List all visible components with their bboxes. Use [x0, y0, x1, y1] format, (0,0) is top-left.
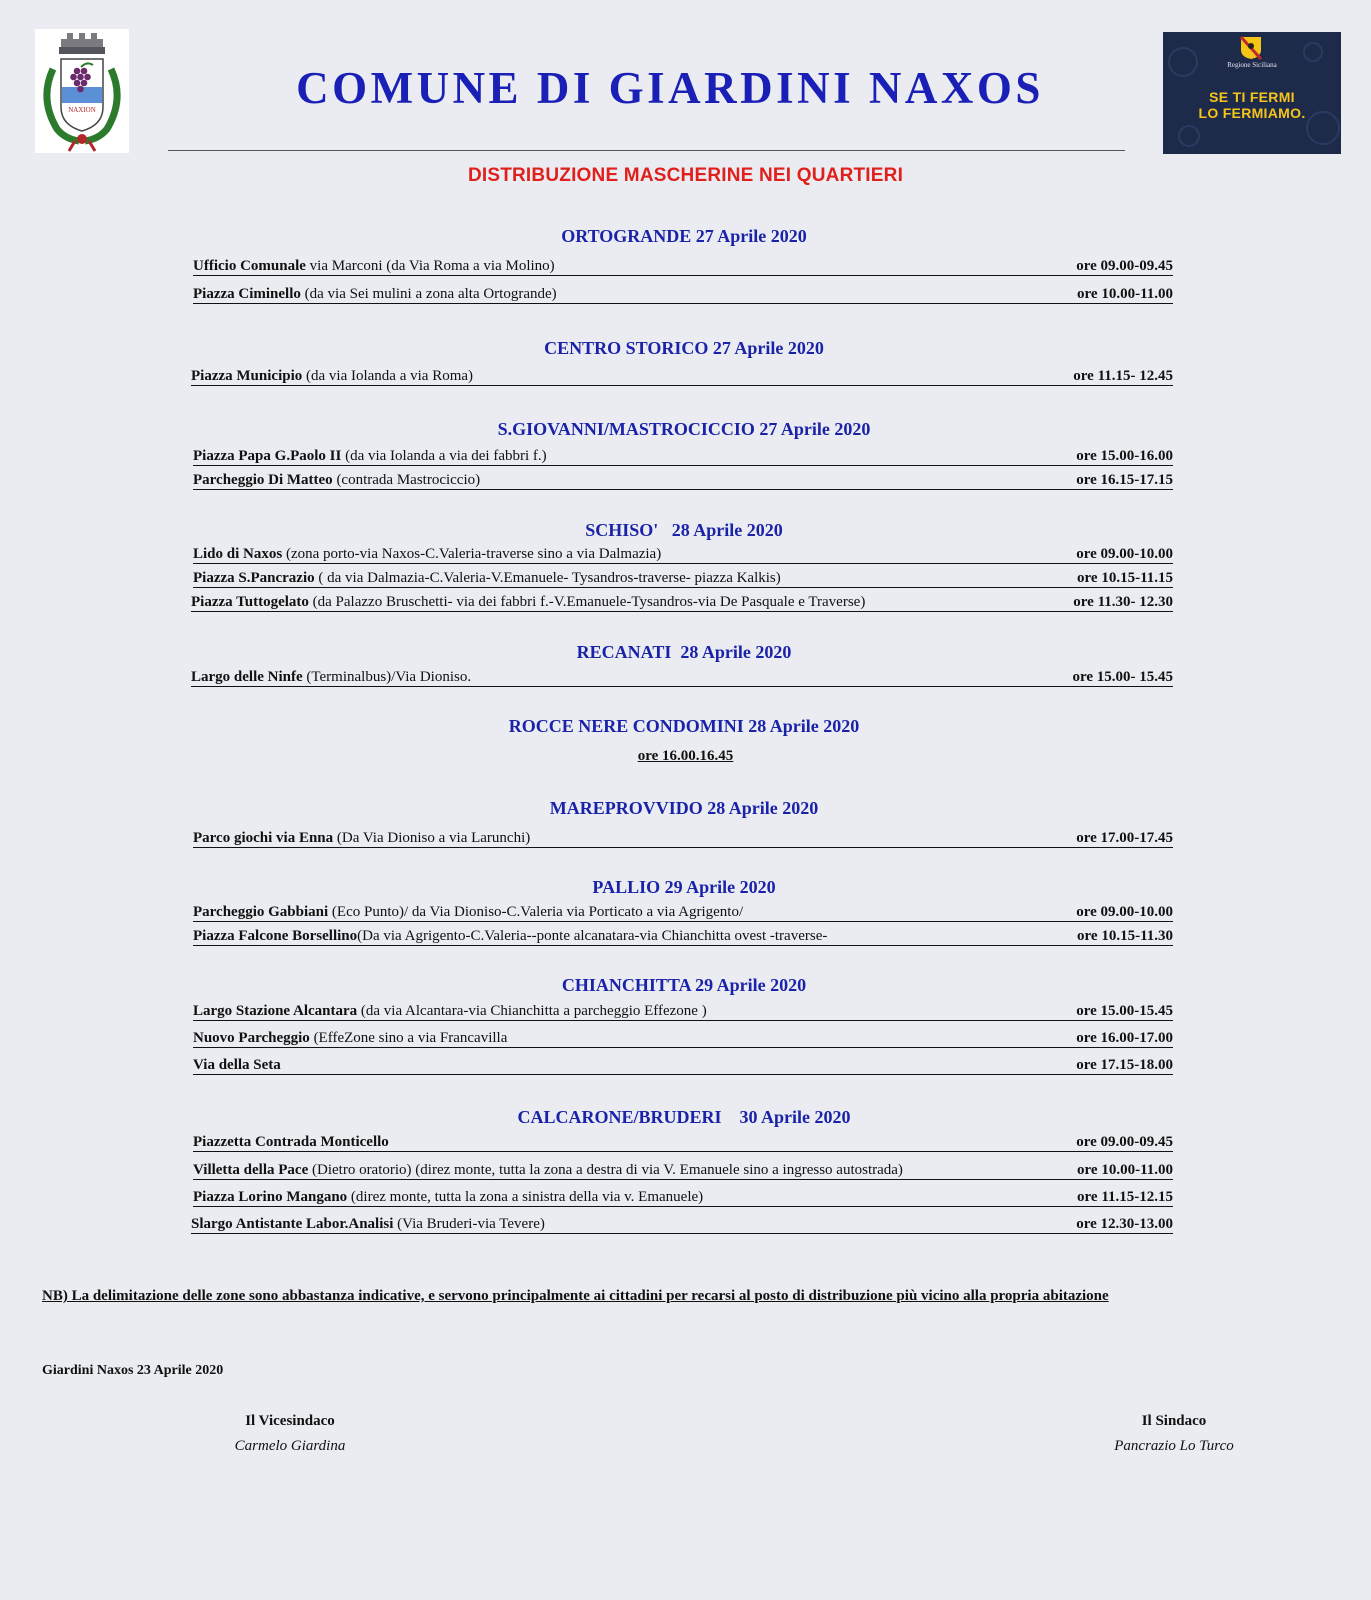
row-place: Ufficio Comunale: [193, 258, 306, 274]
section-heading: S.GIOVANNI/MASTROCICCIO 27 Aprile 2020: [497, 419, 871, 439]
banner-slogan-line1: SE TI FERMI: [1209, 89, 1295, 105]
row-time: ore 11.15- 12.45: [1073, 368, 1173, 384]
signature-name: Pancrazio Lo Turco: [1114, 1438, 1234, 1454]
row-area: (da via Alcantara-via Chianchitta a parcheggio Effezone ): [357, 1003, 707, 1019]
mayor-signature: [1054, 1413, 1294, 1455]
row-place: Piazza S.Pancrazio: [193, 570, 315, 586]
row-place: Largo delle Ninfe: [191, 669, 303, 685]
row-place: Parcheggio Di Matteo: [193, 472, 333, 488]
schedule-row: [193, 1029, 1173, 1048]
schedule-row: [193, 903, 1173, 922]
schedule-row: [193, 927, 1173, 946]
page-subtitle: DISTRIBUZIONE MASCHERINE NEI QUARTIERI: [467, 165, 904, 186]
row-place: Piazza Municipio: [191, 368, 303, 384]
row-area: (da via Iolanda a via dei fabbri f.): [341, 448, 547, 464]
section-heading: CALCARONE/BRUDERI 30 Aprile 2020: [517, 1107, 851, 1127]
row-area: (Terminalbus)/Via Dioniso.: [302, 669, 472, 685]
signature-role: Il Vicesindaco: [245, 1413, 335, 1429]
section-heading: SCHISO' 28 Aprile 2020: [585, 520, 783, 540]
row-time: ore 10.15-11.15: [1077, 570, 1173, 586]
row-area: (Da Via Dioniso a via Larunchi): [333, 830, 531, 846]
schedule-row: [193, 545, 1173, 564]
row-place: Piazza Ciminello: [193, 286, 301, 302]
row-time: ore 15.00- 15.45: [1072, 669, 1173, 685]
row-time: ore 15.00-15.45: [1076, 1003, 1173, 1019]
schedule-row: [193, 471, 1173, 490]
row-time: ore 16.00-17.00: [1076, 1030, 1173, 1046]
row-time: ore 09.00-10.00: [1076, 546, 1173, 562]
row-place: Lido di Naxos: [193, 546, 283, 562]
schedule-row: [193, 829, 1173, 848]
schedule-row: [193, 257, 1173, 276]
row-time: ore 10.00-11.00: [1077, 1162, 1173, 1178]
schedule-row: [193, 569, 1173, 588]
row-time: ore 17.15-18.00: [1076, 1057, 1173, 1073]
schedule-row: [193, 1133, 1173, 1152]
signature-name: Carmelo Giardina: [234, 1438, 346, 1454]
row-time: ore 15.00-16.00: [1076, 448, 1173, 464]
schedule-row: [193, 1056, 1173, 1075]
section-time: ore 16.00.16.45: [637, 748, 734, 764]
row-place: Nuovo Parcheggio: [193, 1030, 310, 1046]
municipal-crest-logo: [35, 29, 129, 153]
signature-role: Il Sindaco: [1141, 1413, 1207, 1429]
row-time: ore 09.00-10.00: [1076, 904, 1173, 920]
row-area: via Marconi (da Via Roma a via Molino): [305, 258, 555, 274]
row-area: (Eco Punto)/ da Via Dioniso-C.Valeria via Porticato a via Agrigento/: [328, 904, 744, 920]
title-divider: [168, 150, 1125, 151]
svg-text:NAXION: NAXION: [68, 106, 96, 114]
section-heading: MAREPROVVIDO 28 Aprile 2020: [549, 798, 819, 818]
banner-region-label: Regione Siciliana: [1227, 61, 1277, 69]
section-heading: ORTOGRANDE 27 Aprile 2020: [561, 226, 807, 246]
schedule-row: [193, 285, 1173, 304]
schedule-row: [191, 668, 1173, 687]
row-area: (Dietro oratorio) (direz monte, tutta la zona a destra di via V. Emanuele sino a ingresso autostrada): [308, 1162, 903, 1178]
row-time: ore 12.30-13.00: [1076, 1216, 1173, 1232]
row-place: Largo Stazione Alcantara: [193, 1003, 358, 1019]
row-place: Parco giochi via Enna: [193, 830, 334, 846]
schedule-row: [191, 1215, 1173, 1234]
row-time: ore 10.00-11.00: [1077, 286, 1173, 302]
row-time: ore 11.15-12.15: [1077, 1189, 1173, 1205]
schedule-row: [193, 1188, 1173, 1207]
document-date: Giardini Naxos 23 Aprile 2020: [42, 1363, 224, 1378]
row-time: ore 09.00-09.45: [1076, 258, 1173, 274]
row-place: Piazza Papa G.Paolo II: [193, 448, 342, 464]
section-heading: ROCCE NERE CONDOMINI 28 Aprile 2020: [508, 716, 860, 736]
schedule-row: [193, 1002, 1173, 1021]
row-area: (da Palazzo Bruschetti- via dei fabbri f.-V.Emanuele-Tysandros-via De Pasquale e Traverse): [308, 594, 866, 610]
schedule-row: [193, 1161, 1173, 1180]
section-heading: CHIANCHITTA 29 Aprile 2020: [561, 975, 807, 995]
row-area: (Via Bruderi-via Tevere): [393, 1216, 545, 1232]
schedule-row: [191, 367, 1173, 386]
section-heading: RECANATI 28 Aprile 2020: [576, 642, 792, 662]
footnote: NB) La delimitazione delle zone sono abbastanza indicative, e servono principalmente ai cittadini per recarsi al posto di distribuzione più vicino alla propria abitazione: [42, 1288, 1109, 1304]
schedule-row: [191, 593, 1173, 612]
schedule-row: [193, 447, 1173, 466]
row-time: ore 11.30- 12.30: [1073, 594, 1173, 610]
banner-slogan-line2: LO FERMIAMO.: [1198, 105, 1306, 121]
row-area: ( da via Dalmazia-C.Valeria-V.Emanuele- Tysandros-traverse- piazza Kalkis): [314, 570, 781, 586]
row-place: Piazza Tuttogelato: [191, 594, 309, 610]
row-area: (direz monte, tutta la zona a sinistra della via v. Emanuele): [347, 1189, 704, 1205]
row-place: Piazzetta Contrada Monticello: [193, 1134, 389, 1150]
page-title: COMUNE DI GIARDINI NAXOS: [296, 63, 1044, 113]
row-area: (da via Iolanda a via Roma): [302, 368, 474, 384]
row-time: ore 09.00-09.45: [1076, 1134, 1173, 1150]
row-area: (contrada Mastrociccio): [332, 472, 481, 488]
row-time: ore 10.15-11.30: [1077, 928, 1173, 944]
row-place: Piazza Falcone Borsellino: [193, 928, 358, 944]
row-time: ore 16.15-17.15: [1076, 472, 1173, 488]
row-place: Via della Seta: [193, 1057, 281, 1073]
row-place: Parcheggio Gabbiani: [193, 904, 329, 920]
sicily-shield-icon: [1240, 36, 1262, 60]
row-place: Slargo Antistante Labor.Analisi: [191, 1216, 394, 1232]
row-area: (EffeZone sino a via Francavilla: [309, 1030, 508, 1046]
section-heading: CENTRO STORICO 27 Aprile 2020: [544, 338, 824, 358]
section-heading: PALLIO 29 Aprile 2020: [592, 877, 776, 897]
row-place: Villetta della Pace: [193, 1162, 309, 1178]
row-area: (da via Sei mulini a zona alta Ortogrande): [300, 286, 557, 302]
row-place: Piazza Lorino Mangano: [193, 1189, 348, 1205]
row-area: (zona porto-via Naxos-C.Valeria-traverse sino a via Dalmazia): [282, 546, 662, 562]
vice-mayor-signature: [170, 1413, 410, 1455]
row-area: (Da via Agrigento-C.Valeria--ponte alcanatara-via Chianchitta ovest -traverse-: [357, 928, 828, 944]
row-time: ore 17.00-17.45: [1076, 830, 1173, 846]
